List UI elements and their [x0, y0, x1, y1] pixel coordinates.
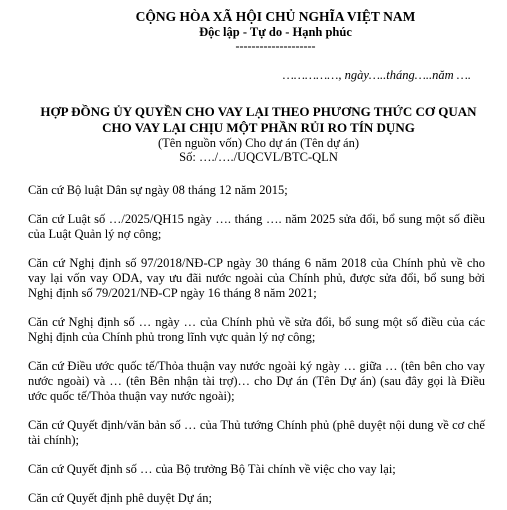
contract-title-line-2: CHO VAY LẠI CHỊU MỘT PHẦN RỦI RO TÍN DỤNG: [102, 120, 415, 135]
legal-basis-paragraph: Căn cứ Quyết định số … của Bộ trưởng Bộ Tài chính về việc cho vay lại;: [28, 462, 396, 476]
legal-basis-paragraph: Căn cứ Quyết định/văn bản số … của Thủ tướng Chính phủ (phê duyệt nội dung về cơ chế tài chính);: [28, 418, 485, 447]
header-divider: --------------------: [235, 39, 316, 53]
contract-title-line-1: HỢP ĐỒNG ỦY QUYỀN CHO VAY LẠI THEO PHƯƠNG THỨC CƠ QUAN: [40, 104, 477, 119]
national-motto: Độc lập - Tự do - Hạnh phúc: [199, 25, 352, 39]
contract-number: Số: …./…./UQCVL/BTC-QLN: [179, 150, 338, 164]
national-title: CỘNG HÒA XÃ HỘI CHỦ NGHĨA VIỆT NAM: [135, 9, 416, 24]
place-date-line: ……………, ngày…..tháng…..năm ….: [282, 68, 471, 82]
legal-basis-paragraph: Căn cứ Nghị định số … ngày … của Chính phủ về sửa đổi, bổ sung một số điều của các Nghị định của Chính phủ trong lĩnh vực quản lý nợ công;: [28, 315, 485, 344]
legal-basis-paragraph: Căn cứ Bộ luật Dân sự ngày 08 tháng 12 năm 2015;: [28, 183, 288, 197]
contract-subtitle: (Tên nguồn vốn) Cho dự án (Tên dự án): [157, 136, 359, 150]
legal-basis-paragraph: Căn cứ Quyết định phê duyệt Dự án;: [28, 491, 212, 505]
legal-basis-paragraph: Căn cứ Nghị định số 97/2018/NĐ-CP ngày 30 tháng 6 năm 2018 của Chính phủ về cho vay lại vốn vay ODA, vay ưu đãi nước ngoài của Chính phủ, được sửa đổi, bổ sung bởi Nghị định số 79/2021/NĐ-CP ngày 16 tháng 8 năm 2021;: [28, 256, 485, 300]
legal-basis-paragraph: Căn cứ Luật số …/2025/QH15 ngày …. tháng …. năm 2025 sửa đổi, bổ sung một số điều của Luật Quản lý nợ công;: [28, 212, 485, 241]
legal-basis-paragraph: Căn cứ Điều ước quốc tế/Thỏa thuận vay nước ngoài ký ngày … giữa … (tên bên cho vay nước ngoài) và … (tên Bên nhận tài trợ)… cho Dự án (Tên Dự án) (sau đây gọi là Điều ước quốc tế/Thỏa thuận vay nước ngoài);: [28, 359, 485, 403]
